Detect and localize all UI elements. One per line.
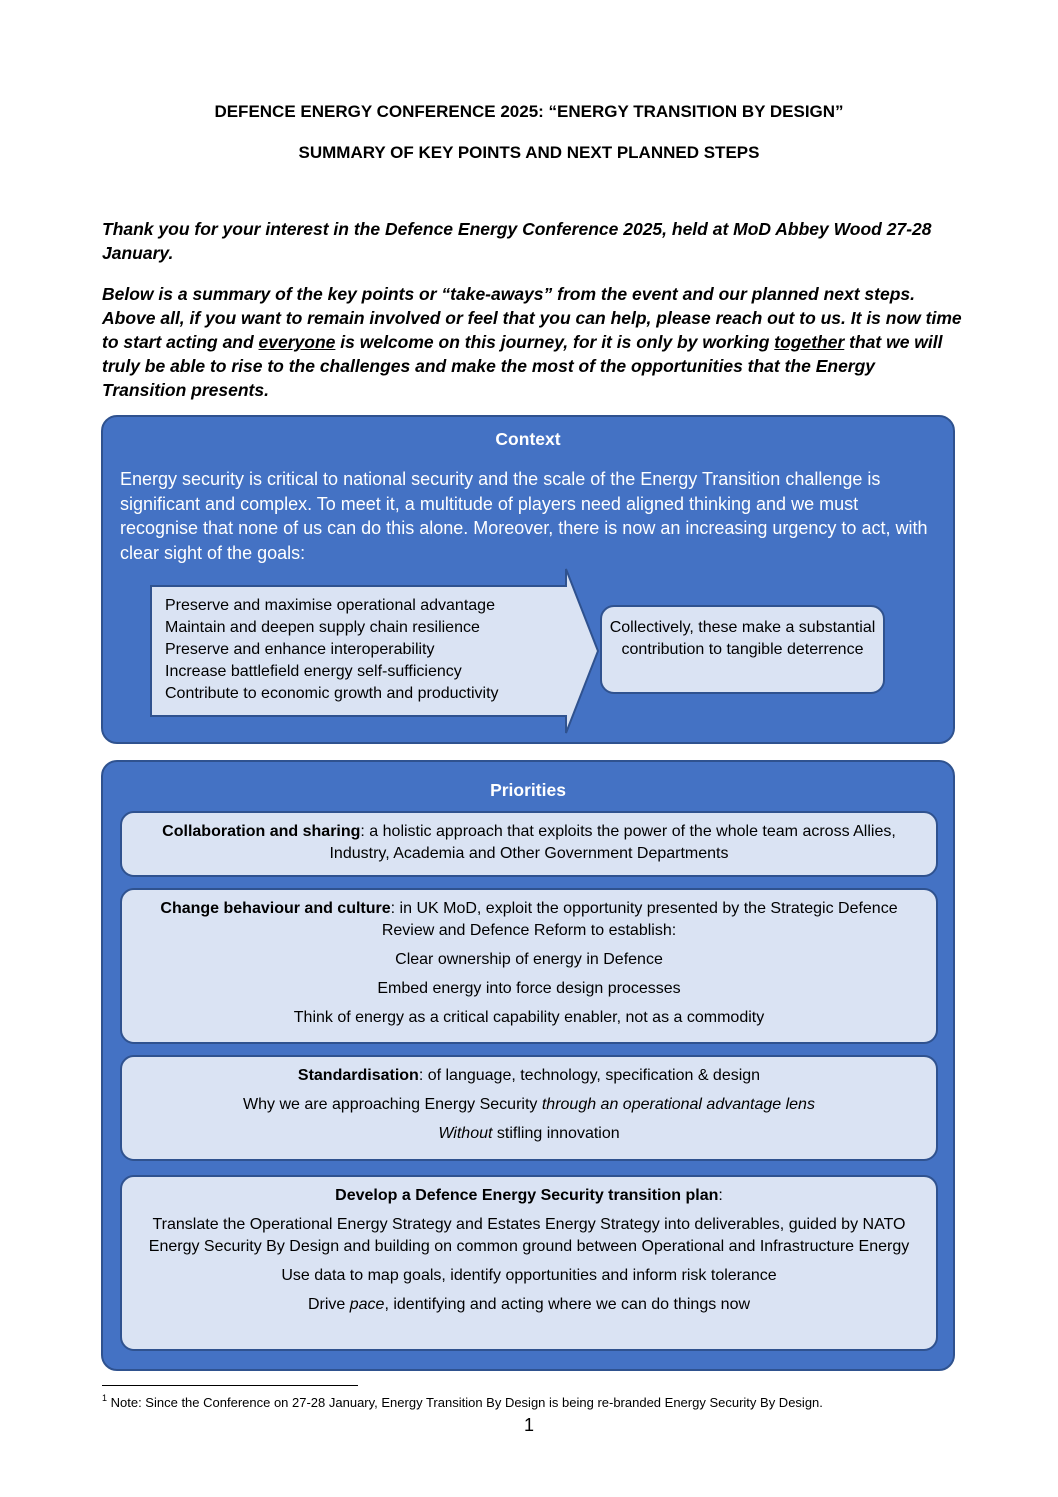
- priority-description: : of language, technology, specification & design: [418, 1067, 761, 1084]
- priority-description: :: [718, 1187, 723, 1204]
- point-text: , identifying and acting where we can do things now: [384, 1296, 751, 1313]
- priority-label: Standardisation: [297, 1067, 419, 1084]
- context-heading: Context: [495, 429, 561, 449]
- point-emphasis: Without: [438, 1125, 493, 1142]
- goal-item: Preserve and enhance interoperability: [165, 641, 435, 658]
- priority-description: : in UK MoD, exploit the opportunity presented by the Strategic Defence Review and Defence Reform to establish:: [381, 900, 898, 939]
- priority-point: Use data to map goals, identify opportunities and inform risk tolerance: [281, 1267, 777, 1284]
- priority-description: : a holistic approach that exploits the power of the whole team across Allies, Industry, Academia and Other Government Departments: [329, 823, 896, 862]
- priorities-panel: [101, 760, 955, 1371]
- priority-point: Clear ownership of energy in Defence: [395, 951, 663, 968]
- goal-item: Contribute to economic growth and productivity: [165, 685, 499, 702]
- priority-text: [140, 1185, 918, 1207]
- goal-item: Maintain and deepen supply chain resilience: [165, 619, 480, 636]
- intro-paragraph-1: Thank you for your interest in the Defence Energy Conference 2025, held at MoD Abbey Wood 27-28 January.: [102, 219, 932, 263]
- intro-text: is welcome on this journey, for it is only by working: [335, 332, 775, 352]
- priority-label: Develop a Defence Energy Security transition plan: [335, 1187, 719, 1204]
- point-emphasis: through an operational advantage lens: [541, 1096, 815, 1113]
- point-text: Drive: [307, 1296, 350, 1313]
- goals-list: [165, 595, 499, 705]
- goal-item: Preserve and maximise operational advantage: [165, 597, 495, 614]
- priority-point: Think of energy as a critical capability enabler, not as a commodity: [293, 1009, 765, 1026]
- document-title: DEFENCE ENERGY CONFERENCE 2025: “ENERGY TRANSITION BY DESIGN”: [214, 102, 844, 121]
- footnote: [102, 1395, 823, 1410]
- priority-text: [140, 898, 918, 942]
- footnote-mark: 1: [102, 1393, 108, 1403]
- intro-text: that we will truly be able to rise to the challenges and make the most of the opportunities that the Energy Transition presents.: [102, 332, 943, 400]
- everyone-emphasis: everyone: [258, 332, 336, 352]
- context-panel: [101, 415, 955, 744]
- point-emphasis: pace: [349, 1296, 385, 1313]
- priority-standardisation: [120, 1055, 938, 1161]
- priority-point: Embed energy into force design processes: [377, 980, 681, 997]
- priority-text: [140, 1065, 918, 1087]
- priority-point: Translate the Operational Energy Strategy and Estates Energy Strategy into deliverables, guided by NATO Energy Security By Design and building on common ground between Operational and Infrastructure Energy: [148, 1216, 910, 1255]
- priority-point: [140, 1094, 918, 1116]
- priority-transition-plan: [120, 1175, 938, 1351]
- priority-text: [140, 821, 918, 865]
- priority-behaviour-culture: [120, 888, 938, 1044]
- point-text: Why we are approaching Energy Security: [243, 1096, 542, 1113]
- priority-point: [140, 1294, 918, 1316]
- intro-paragraph-2: [102, 282, 962, 402]
- point-text: stifling innovation: [492, 1125, 620, 1142]
- deterrence-outcome-box: Collectively, these make a substantial contribution to tangible deterrence: [600, 605, 885, 694]
- priority-label: Collaboration and sharing: [162, 823, 361, 840]
- priority-collaboration: [120, 811, 938, 877]
- goal-item: Increase battlefield energy self-sufficiency: [165, 663, 462, 680]
- together-emphasis: together: [774, 332, 845, 352]
- footnote-divider: [102, 1385, 358, 1386]
- priorities-heading: Priorities: [490, 780, 566, 800]
- page-number: 1: [523, 1415, 534, 1435]
- priority-point: [140, 1123, 918, 1145]
- footnote-text: Note: Since the Conference on 27-28 January, Energy Transition By Design is being re-branded Energy Security By Design.: [107, 1395, 823, 1410]
- intro-text: Below is a summary of the key points or “take-aways” from the event and our planned next steps. Above all, if you want to remain involved or feel that you can help, please reach out to us. It is now time to start acting and: [102, 284, 962, 352]
- context-text: Energy security is critical to national security and the scale of the Energy Transition challenge is significant and complex. To meet it, a multitude of players need aligned thinking and we must recognise that none of us can do this alone. Moreover, there is now an increasing urgency to act, with clear sight of the goals:: [120, 469, 928, 563]
- document-subtitle: SUMMARY OF KEY POINTS AND NEXT PLANNED STEPS: [298, 143, 760, 162]
- priority-label: Change behaviour and culture: [160, 900, 391, 917]
